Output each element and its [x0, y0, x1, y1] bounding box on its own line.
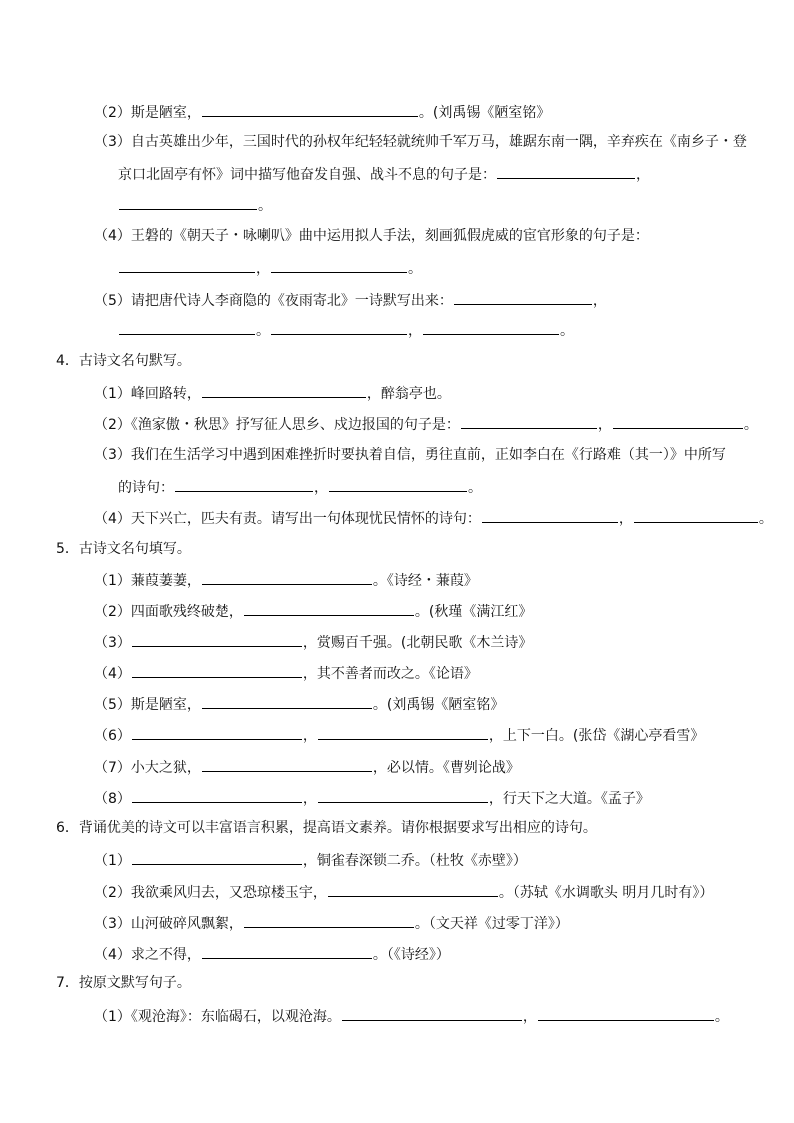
line-text: ，铜雀春深锁二乔。（杜牧《赤壁》） [302, 853, 527, 869]
line-text: （3）山河破碎风飘絮， [94, 916, 243, 932]
answer-blank[interactable] [119, 319, 255, 335]
line-text: ， [302, 728, 317, 744]
line-text: （1）蒹葭萋萋， [94, 573, 201, 589]
answer-blank[interactable] [202, 101, 418, 117]
text-line [94, 382, 451, 402]
line-text: （6） [94, 728, 131, 744]
text-line [94, 881, 713, 901]
line-text: ，上下一白。(张岱《湖心亭看雪》 [488, 728, 705, 744]
line-text: （3）我们在生活学习中遇到困难挫折时要执着自信，勇往直前，正如李白在《行路难（其一）》中所写 [94, 447, 726, 463]
text-line [94, 943, 450, 963]
line-text: 6．背诵优美的诗文可以丰富语言积累，提高语文素养。请你根据要求写出相应的诗句。 [56, 820, 597, 836]
answer-blank[interactable] [202, 756, 372, 772]
line-text: （1）峰回路转， [94, 386, 201, 402]
answer-blank[interactable] [132, 662, 302, 678]
line-text: 。 [743, 417, 758, 433]
text-line [94, 756, 520, 776]
text-line [118, 476, 482, 496]
line-text: ，醉翁亭也。 [366, 386, 451, 402]
line-text: ， [597, 417, 612, 433]
answer-blank[interactable] [318, 724, 488, 740]
line-text: 。(刘禹锡《陋室铭》 [418, 105, 551, 121]
text-line [94, 226, 649, 246]
line-text: 。 [258, 198, 272, 214]
answer-blank[interactable] [119, 257, 255, 273]
line-text: （8） [94, 791, 131, 807]
answer-blank[interactable] [175, 476, 313, 492]
line-text: 5．古诗文名句填写。 [56, 541, 191, 557]
line-text: （4）王磐的《朝天子・咏喇叭》曲中运用拟人手法，刻画狐假虎威的宦官形象的句子是： [94, 228, 649, 244]
line-text: ，必以情。《曹刿论战》 [372, 760, 520, 776]
text-line [56, 539, 191, 559]
answer-blank[interactable] [497, 163, 635, 179]
line-text: 京口北固亭有怀》词中描写他奋发自强、战斗不息的句子是： [118, 167, 496, 183]
text-line [118, 319, 574, 339]
line-text: （2）《渔家傲・秋思》抒写征人思乡、戍边报国的句子是： [94, 417, 460, 433]
answer-blank[interactable] [202, 693, 372, 709]
line-text: 。（文天祥《过零丁洋》） [414, 916, 569, 932]
line-text: （1） [94, 853, 131, 869]
answer-blank[interactable] [271, 257, 407, 273]
line-text: 。(秋瑾《满江红》 [414, 604, 533, 620]
line-text: 。《诗经・蒹葭》 [372, 573, 478, 589]
line-text: （2）斯是陋室， [94, 105, 201, 121]
text-line [56, 973, 191, 993]
text-line [94, 912, 569, 932]
text-line [56, 351, 191, 371]
text-line [94, 631, 532, 651]
answer-blank[interactable] [202, 382, 366, 398]
answer-blank[interactable] [454, 289, 592, 305]
answer-blank[interactable] [613, 413, 743, 429]
line-text: ，行天下之大道。《孟子》 [488, 791, 650, 807]
text-line [94, 413, 758, 433]
answer-blank[interactable] [132, 631, 302, 647]
line-text: ，其不善者而改之。《论语》 [302, 666, 478, 682]
answer-blank[interactable] [482, 507, 618, 523]
answer-blank[interactable] [461, 413, 597, 429]
line-text: （4） [94, 666, 131, 682]
answer-blank[interactable] [342, 1005, 522, 1021]
answer-blank[interactable] [318, 787, 488, 803]
line-text: 。 [714, 1009, 729, 1025]
line-text: （5）斯是陋室， [94, 697, 201, 713]
answer-blank[interactable] [202, 943, 372, 959]
line-text: （2）四面歌残终破楚， [94, 604, 243, 620]
line-text: 。(刘禹锡《陋室铭》 [372, 697, 505, 713]
line-text: 。 [560, 323, 574, 339]
line-text: （3） [94, 635, 131, 651]
text-line [94, 849, 527, 869]
line-text: 。 [758, 511, 773, 527]
text-line [94, 569, 478, 589]
line-text: ， [314, 480, 328, 496]
text-line [94, 1005, 729, 1025]
text-line [94, 507, 773, 527]
answer-blank[interactable] [132, 849, 302, 865]
line-text: ， [636, 167, 650, 183]
line-text: 。 [256, 323, 270, 339]
line-text: ， [618, 511, 633, 527]
answer-blank[interactable] [538, 1005, 714, 1021]
answer-blank[interactable] [328, 881, 498, 897]
line-text: ，赏赐百千强。(北朝民歌《木兰诗》 [302, 635, 533, 651]
line-text: ， [592, 293, 607, 309]
text-line [118, 257, 422, 277]
line-text: 。 [408, 261, 422, 277]
line-text: （4）天下兴亡，匹夫有责。请写出一句体现忧民情怀的诗句： [94, 511, 481, 527]
line-text: （7）小大之狱， [94, 760, 201, 776]
line-text: 7．按原文默写句子。 [56, 975, 191, 991]
text-line [118, 194, 272, 214]
answer-blank[interactable] [423, 319, 559, 335]
answer-blank[interactable] [244, 912, 414, 928]
line-text: ， [522, 1009, 537, 1025]
answer-blank[interactable] [202, 569, 372, 585]
text-line [56, 818, 597, 838]
line-text: 。（《诗经》） [372, 947, 450, 963]
answer-blank[interactable] [329, 476, 467, 492]
text-line [94, 724, 704, 744]
text-line [94, 662, 478, 682]
text-line [94, 132, 747, 152]
text-line [94, 693, 504, 713]
answer-blank[interactable] [132, 787, 302, 803]
text-line [94, 289, 607, 309]
answer-blank[interactable] [634, 507, 758, 523]
line-text: ， [256, 261, 270, 277]
line-text: （1）《观沧海》：东临碣石，以观沧海。 [94, 1009, 341, 1025]
answer-blank[interactable] [132, 724, 302, 740]
text-line [118, 163, 650, 183]
line-text: （3）自古英雄出少年，三国时代的孙权年纪轻轻就统帅千军万马，雄踞东南一隅，辛弃疾在《南乡子・登 [94, 134, 747, 150]
text-line [94, 600, 532, 620]
answer-blank[interactable] [271, 319, 407, 335]
text-line [94, 101, 550, 121]
text-line [94, 445, 726, 465]
line-text: 的诗句： [118, 480, 174, 496]
line-text: 4．古诗文名句默写。 [56, 353, 191, 369]
line-text: 。（苏轼《水调歌头 明月几时有》） [498, 885, 714, 901]
text-line [94, 787, 650, 807]
line-text: （4）求之不得， [94, 947, 201, 963]
line-text: （5）请把唐代诗人李商隐的《夜雨寄北》一诗默写出来： [94, 293, 453, 309]
answer-blank[interactable] [244, 600, 414, 616]
line-text: ， [408, 323, 422, 339]
line-text: 。 [468, 480, 482, 496]
line-text: （2）我欲乘风归去，又恐琼楼玉宇， [94, 885, 327, 901]
line-text: ， [302, 791, 317, 807]
answer-blank[interactable] [119, 194, 257, 210]
